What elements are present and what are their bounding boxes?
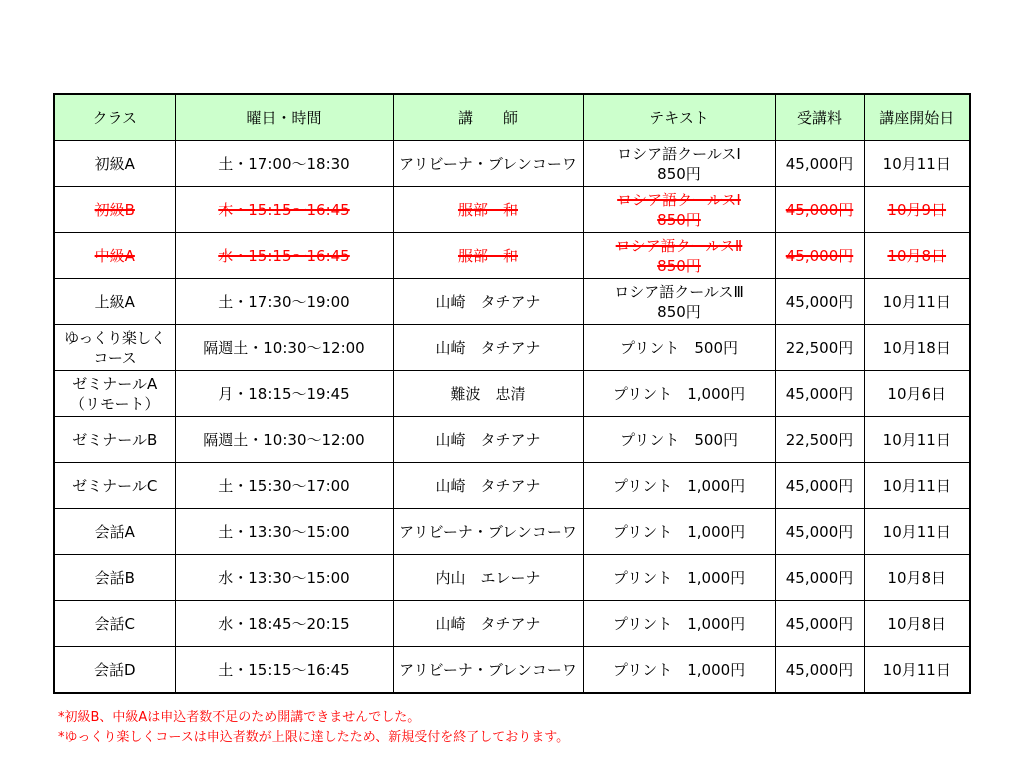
cell-start-date-text: 10月8日	[887, 246, 947, 265]
cell-textbook	[583, 325, 775, 371]
cell-start-date-text: 10月18日	[882, 338, 951, 357]
cell-teacher	[393, 279, 583, 325]
cell-teacher	[393, 647, 583, 694]
cell-class-text: 初級B	[94, 200, 135, 219]
cell-day-time-text: 水・18:45〜20:15	[218, 614, 350, 633]
cell-teacher-text: 服部 和	[457, 246, 518, 265]
cell-teacher-text: 山崎 タチアナ	[435, 292, 541, 311]
cell-teacher	[393, 509, 583, 555]
cell-class-text: ゆっくり楽しくコース	[64, 328, 166, 367]
cell-textbook-text: ロシア語クールスⅠ 850円	[617, 144, 741, 183]
cell-textbook-text: プリント 1,000円	[612, 384, 746, 403]
table-header-row	[54, 94, 970, 141]
course-schedule-table	[53, 93, 971, 694]
header-start-date: 講座開始日	[864, 94, 970, 141]
cell-start-date-text: 10月11日	[882, 430, 951, 449]
cell-teacher	[393, 417, 583, 463]
cell-fee	[775, 555, 864, 601]
cell-class-text: 会話A	[94, 522, 135, 541]
note-cancelled-classes: *初級B、中級Aは申込者数不足のため開講できませんでした。	[58, 710, 421, 725]
cell-textbook-text: プリント 500円	[619, 430, 739, 449]
cell-start-date	[864, 141, 970, 187]
cell-fee	[775, 463, 864, 509]
cell-start-date	[864, 233, 970, 279]
cell-textbook	[583, 187, 775, 233]
cell-start-date-text: 10月8日	[887, 568, 947, 587]
cell-start-date	[864, 279, 970, 325]
cell-teacher-text: アリビーナ・ブレンコーワ	[399, 154, 577, 173]
table-row	[54, 509, 970, 555]
cell-fee-text: 45,000円	[785, 476, 854, 495]
cell-class-text: 初級A	[94, 154, 135, 173]
table-row	[54, 601, 970, 647]
cell-teacher	[393, 141, 583, 187]
cell-fee-text: 22,500円	[785, 430, 854, 449]
cell-fee	[775, 141, 864, 187]
cell-class	[54, 233, 175, 279]
cell-start-date-text: 10月11日	[882, 476, 951, 495]
cell-class	[54, 601, 175, 647]
cell-fee-text: 45,000円	[785, 292, 854, 311]
cell-day-time	[175, 371, 393, 417]
cell-class	[54, 279, 175, 325]
cell-fee	[775, 279, 864, 325]
table-row	[54, 233, 970, 279]
cell-start-date-text: 10月11日	[882, 292, 951, 311]
cell-day-time-text: 土・17:00〜18:30	[218, 154, 350, 173]
cell-fee	[775, 233, 864, 279]
cell-fee-text: 45,000円	[785, 384, 854, 403]
cell-class-text: 中級A	[94, 246, 135, 265]
notes	[58, 708, 569, 748]
cell-textbook-text: プリント 1,000円	[612, 568, 746, 587]
cell-day-time-text: 隔週土・10:30〜12:00	[203, 430, 365, 449]
cell-start-date	[864, 555, 970, 601]
cell-start-date	[864, 601, 970, 647]
cell-day-time	[175, 509, 393, 555]
cell-class-text: 会話B	[94, 568, 135, 587]
cell-textbook	[583, 463, 775, 509]
cell-fee-text: 45,000円	[785, 568, 854, 587]
cell-day-time	[175, 647, 393, 694]
table-row	[54, 417, 970, 463]
cell-class	[54, 647, 175, 694]
cell-fee-text: 45,000円	[785, 246, 854, 265]
cell-start-date	[864, 509, 970, 555]
cell-teacher-text: アリビーナ・ブレンコーワ	[399, 660, 577, 679]
cell-start-date-text: 10月11日	[882, 154, 951, 173]
cell-day-time	[175, 463, 393, 509]
cell-textbook	[583, 555, 775, 601]
cell-textbook	[583, 509, 775, 555]
cell-day-time	[175, 187, 393, 233]
cell-teacher	[393, 555, 583, 601]
cell-textbook	[583, 279, 775, 325]
table-row	[54, 463, 970, 509]
cell-day-time-text: 月・18:15〜19:45	[218, 384, 350, 403]
cell-textbook-text: ロシア語クールスⅡ 850円	[615, 236, 743, 275]
cell-start-date	[864, 187, 970, 233]
table-row	[54, 555, 970, 601]
header-teacher: 講 師	[393, 94, 583, 141]
header-textbook: テキスト	[583, 94, 775, 141]
table-row	[54, 187, 970, 233]
cell-start-date	[864, 463, 970, 509]
cell-day-time-text: 水・13:30〜15:00	[218, 568, 350, 587]
cell-class	[54, 555, 175, 601]
cell-class	[54, 371, 175, 417]
cell-fee	[775, 371, 864, 417]
cell-fee	[775, 325, 864, 371]
table-row	[54, 371, 970, 417]
table-row	[54, 279, 970, 325]
cell-class-text: ゼミナールB	[72, 430, 158, 449]
cell-start-date	[864, 417, 970, 463]
cell-day-time-text: 木・15:15〜16:45	[218, 200, 350, 219]
cell-fee-text: 22,500円	[785, 338, 854, 357]
cell-class	[54, 187, 175, 233]
cell-fee-text: 45,000円	[785, 614, 854, 633]
cell-textbook	[583, 647, 775, 694]
cell-start-date	[864, 371, 970, 417]
cell-teacher-text: 山崎 タチアナ	[435, 430, 541, 449]
table-row	[54, 141, 970, 187]
cell-class-text: 上級A	[94, 292, 135, 311]
cell-textbook	[583, 141, 775, 187]
cell-textbook-text: ロシア語クールスⅢ 850円	[614, 282, 744, 321]
cell-teacher-text: 山崎 タチアナ	[435, 614, 541, 633]
table-row	[54, 325, 970, 371]
cell-fee	[775, 509, 864, 555]
cell-teacher-text: 服部 和	[457, 200, 518, 219]
cell-day-time-text: 土・15:30〜17:00	[218, 476, 350, 495]
cell-day-time	[175, 555, 393, 601]
header-day-time: 曜日・時間	[175, 94, 393, 141]
cell-start-date-text: 10月11日	[882, 660, 951, 679]
cell-day-time-text: 隔週土・10:30〜12:00	[203, 338, 365, 357]
cell-start-date-text: 10月9日	[887, 200, 947, 219]
cell-textbook	[583, 371, 775, 417]
cell-textbook-text: ロシア語クールスⅠ 850円	[617, 190, 741, 229]
cell-teacher	[393, 233, 583, 279]
cell-fee	[775, 647, 864, 694]
header-class: クラス	[54, 94, 175, 141]
cell-day-time-text: 土・15:15〜16:45	[218, 660, 350, 679]
cell-teacher	[393, 187, 583, 233]
cell-teacher	[393, 325, 583, 371]
cell-day-time	[175, 325, 393, 371]
cell-class-text: 会話C	[94, 614, 135, 633]
cell-fee	[775, 187, 864, 233]
cell-textbook-text: プリント 1,000円	[612, 614, 746, 633]
cell-teacher-text: 山崎 タチアナ	[435, 338, 541, 357]
cell-start-date	[864, 325, 970, 371]
cell-textbook-text: プリント 1,000円	[612, 476, 746, 495]
note-course-full: *ゆっくり楽しくコースは申込者数が上限に達したため、新規受付を終了しております。	[58, 730, 570, 745]
cell-start-date	[864, 647, 970, 694]
cell-class	[54, 509, 175, 555]
cell-class-text: ゼミナールA （リモート）	[70, 374, 160, 413]
cell-fee-text: 45,000円	[785, 522, 854, 541]
cell-start-date-text: 10月6日	[887, 384, 947, 403]
cell-day-time-text: 土・17:30〜19:00	[218, 292, 350, 311]
cell-teacher-text: 山崎 タチアナ	[435, 476, 541, 495]
cell-class	[54, 325, 175, 371]
header-fee: 受講料	[775, 94, 864, 141]
cell-day-time	[175, 233, 393, 279]
cell-class	[54, 417, 175, 463]
cell-textbook	[583, 417, 775, 463]
cell-fee	[775, 417, 864, 463]
cell-day-time	[175, 601, 393, 647]
cell-fee	[775, 601, 864, 647]
cell-day-time-text: 土・13:30〜15:00	[218, 522, 350, 541]
cell-fee-text: 45,000円	[785, 660, 854, 679]
cell-textbook-text: プリント 1,000円	[612, 522, 746, 541]
cell-textbook-text: プリント 1,000円	[612, 660, 746, 679]
cell-day-time-text: 水・15:15〜16:45	[218, 246, 350, 265]
cell-teacher	[393, 463, 583, 509]
cell-textbook	[583, 233, 775, 279]
cell-fee-text: 45,000円	[785, 200, 854, 219]
cell-textbook	[583, 601, 775, 647]
cell-day-time	[175, 279, 393, 325]
cell-class	[54, 463, 175, 509]
cell-teacher-text: 内山 エレーナ	[435, 568, 541, 587]
table-row	[54, 647, 970, 694]
cell-fee-text: 45,000円	[785, 154, 854, 173]
cell-start-date-text: 10月11日	[882, 522, 951, 541]
cell-class	[54, 141, 175, 187]
cell-teacher-text: アリビーナ・ブレンコーワ	[399, 522, 577, 541]
cell-teacher	[393, 371, 583, 417]
cell-class-text: 会話D	[93, 660, 136, 679]
cell-teacher	[393, 601, 583, 647]
cell-start-date-text: 10月8日	[887, 614, 947, 633]
cell-teacher-text: 難波 忠清	[450, 384, 526, 403]
cell-class-text: ゼミナールC	[72, 476, 158, 495]
cell-textbook-text: プリント 500円	[619, 338, 739, 357]
cell-day-time	[175, 141, 393, 187]
cell-day-time	[175, 417, 393, 463]
